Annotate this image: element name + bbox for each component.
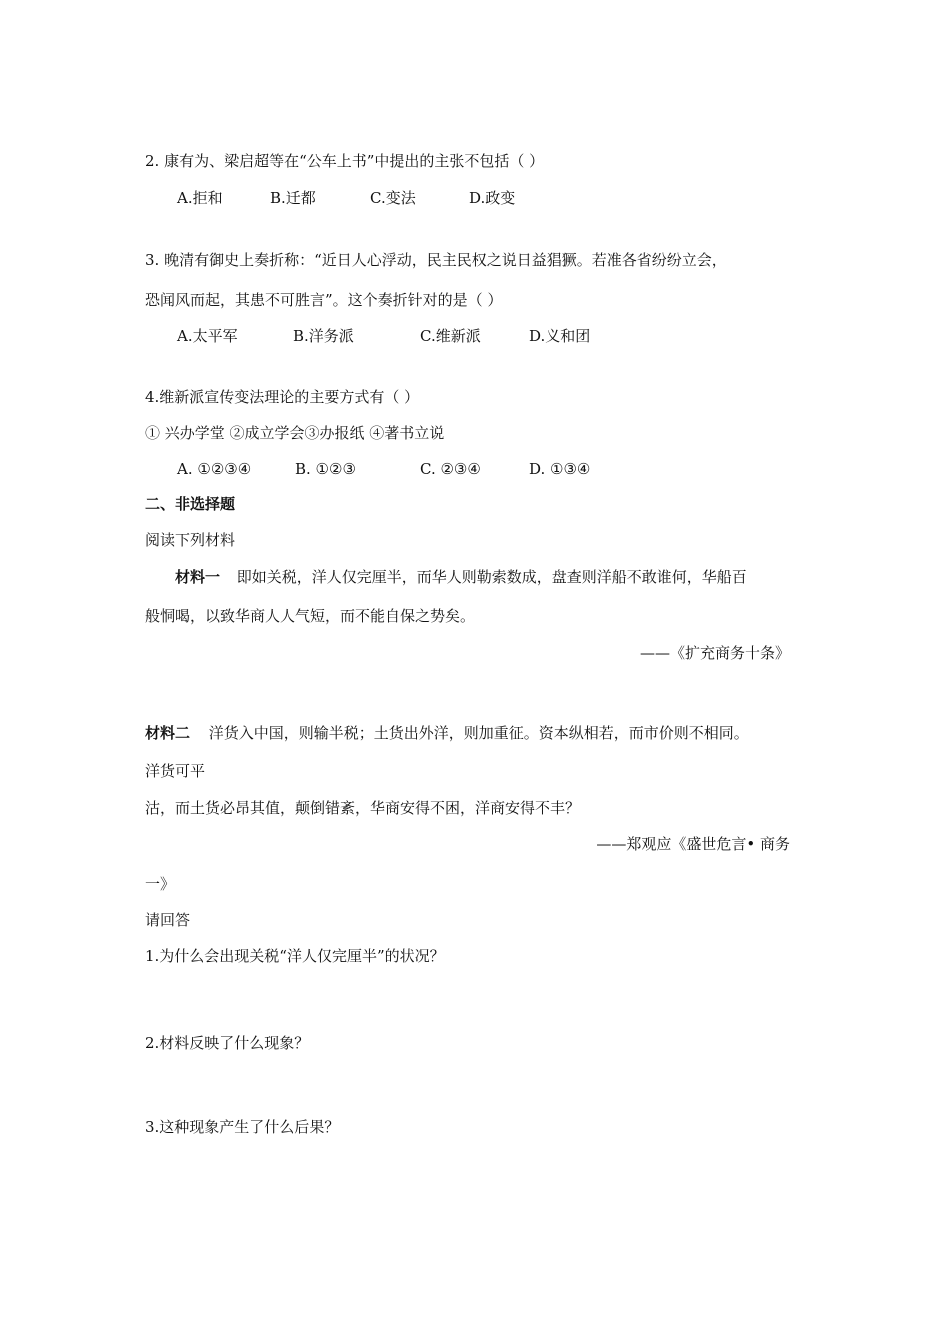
section-heading: 二、非选择题	[145, 495, 236, 513]
material-1-source: ——《扩充商务十条》	[639, 644, 790, 662]
question-4-option-a[interactable]: A. ①②③④	[177, 460, 252, 478]
material-2-text-1: 洋货入中国，则输半税；土货出外洋，则加重征。资本纵相若，而市价则不相同。	[208, 724, 749, 742]
open-question-2: 2.材料反映了什么现象？	[145, 1034, 310, 1052]
question-3-stem-line-1: 3. 晚清有御史上奏折称：“近日人心浮动，民主民权之说日益猖獗。若准各省纷纷立会，	[145, 251, 727, 269]
question-3-stem-line-2: 恐闻风而起，其患不可胜言”。这个奏折针对的是（ ）	[145, 291, 503, 309]
open-question-3: 3.这种现象产生了什么后果？	[145, 1118, 340, 1136]
material-2-label: 材料二	[145, 724, 191, 742]
material-2-text-3: 沽，而土货必昂其值，颠倒错紊，华商安得不困，洋商安得不丰？	[145, 799, 581, 817]
question-2-option-a[interactable]: A.拒和	[177, 189, 223, 207]
material-2-source-1: ——郑观应《盛世危言• 商务	[596, 835, 790, 853]
question-2-stem: 2. 康有为、梁启超等在“公车上书”中提出的主张不包括（ ）	[145, 152, 545, 170]
question-4-items: ① 兴办学堂 ②成立学会③办报纸 ④著书立说	[145, 424, 445, 442]
material-1-text-1: 即如关税，洋人仅完厘半，而华人则勒索数成，盘查则洋船不敢谁何，华船百	[236, 568, 747, 586]
question-3-option-c[interactable]: C.维新派	[420, 327, 481, 345]
questions-prompt: 请回答	[145, 911, 191, 929]
question-4-stem: 4.维新派宣传变法理论的主要方式有（ ）	[145, 388, 420, 406]
material-1-text-2: 般恫喝，以致华商人人气短，而不能自保之势矣。	[145, 607, 476, 625]
question-3-option-b[interactable]: B.洋务派	[293, 327, 354, 345]
question-2-option-c[interactable]: C.变法	[370, 189, 416, 207]
question-4-option-c[interactable]: C. ②③④	[420, 460, 481, 478]
material-2-text-2: 洋货可平	[145, 762, 206, 780]
question-4-option-d[interactable]: D. ①③④	[529, 460, 591, 478]
material-1-label: 材料一	[175, 568, 221, 586]
question-2-option-b[interactable]: B.迁都	[270, 189, 316, 207]
material-1-line-1	[175, 567, 747, 587]
question-4-option-b[interactable]: B. ①②③	[295, 460, 356, 478]
question-3-option-d[interactable]: D.义和团	[529, 327, 591, 345]
material-2-source-2: 一》	[145, 875, 176, 893]
open-question-1: 1.为什么会出现关税“洋人仅完厘半”的状况？	[145, 947, 445, 965]
material-2-line-1	[145, 723, 749, 743]
section-intro: 阅读下列材料	[145, 531, 236, 549]
question-3-option-a[interactable]: A.太平军	[177, 327, 238, 345]
question-2-option-d[interactable]: D.政变	[469, 189, 516, 207]
